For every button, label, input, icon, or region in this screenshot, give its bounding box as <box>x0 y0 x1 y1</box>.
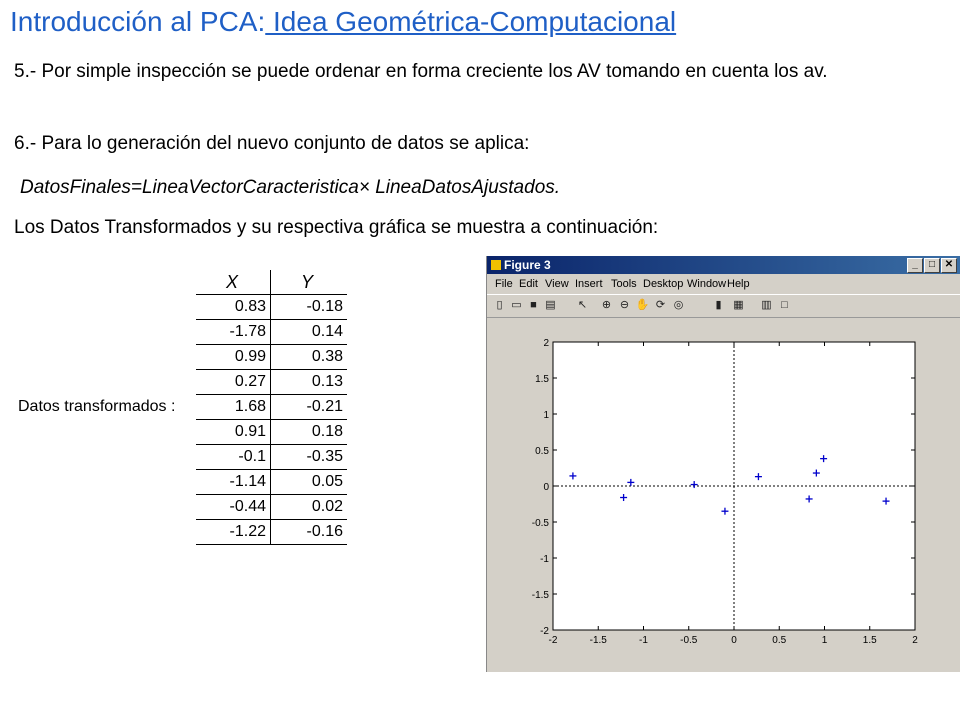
x-tick-label: -1.5 <box>589 635 607 646</box>
table-row <box>196 520 347 545</box>
open-icon[interactable]: ▭ <box>511 299 522 311</box>
cell-y: 0.05 <box>271 470 348 495</box>
table-row <box>196 420 347 445</box>
cell-y: 0.38 <box>271 345 348 370</box>
menu-view[interactable]: View <box>545 278 569 290</box>
print-icon[interactable]: ▤ <box>545 299 556 311</box>
table-side-label: Datos transformados : <box>18 398 176 415</box>
y-tick-label: 0 <box>543 482 549 493</box>
cell-y: -0.35 <box>271 445 348 470</box>
table-header-row <box>196 270 347 295</box>
save-icon[interactable]: ■ <box>530 299 537 311</box>
x-tick-label: 0 <box>731 635 737 646</box>
cell-y: 0.18 <box>271 420 348 445</box>
cell-y: 0.14 <box>271 320 348 345</box>
maximize-button[interactable]: □ <box>924 258 940 273</box>
menu-edit[interactable]: Edit <box>519 278 538 290</box>
cell-x: -1.14 <box>196 470 271 495</box>
x-tick-label: -1 <box>639 635 648 646</box>
menu-window[interactable]: Window <box>687 278 727 290</box>
x-tick-label: 1 <box>821 635 828 646</box>
scatter-chart <box>487 318 960 672</box>
cell-y: 0.02 <box>271 495 348 520</box>
x-tick-label: 0.5 <box>772 635 787 646</box>
menu-tools[interactable]: Tools <box>611 278 637 290</box>
table-row <box>196 470 347 495</box>
menu-file[interactable]: File <box>495 278 513 290</box>
pan-icon[interactable]: ✋ <box>635 299 650 311</box>
colorbar-icon[interactable]: ▮ <box>715 299 722 311</box>
paragraph-result: Los Datos Transformados y su respectiva gráfica se muestra a continuación: <box>14 217 659 238</box>
cell-y: -0.21 <box>271 395 348 420</box>
y-tick-label: 1.5 <box>535 374 549 385</box>
cell-x: 0.27 <box>196 370 271 395</box>
cell-y: -0.18 <box>271 295 348 320</box>
y-tick-label: -1.5 <box>531 590 549 601</box>
x-tick-label: 2 <box>912 635 918 646</box>
y-tick-label: -2 <box>540 626 549 637</box>
figure-window-title: Figure 3 <box>504 258 551 272</box>
formula: DatosFinales=LineaVectorCaracteristica× LineaDatosAjustados. <box>20 177 561 198</box>
cell-x: -1.22 <box>196 520 271 545</box>
pointer-icon[interactable]: ↖ <box>577 299 588 311</box>
x-tick-label: 1.5 <box>862 635 877 646</box>
new-icon[interactable]: ▯ <box>496 299 503 311</box>
title-prefix: Introducción al PCA: <box>10 6 266 37</box>
cell-x: 0.99 <box>196 345 271 370</box>
column-header-y: Y <box>271 270 348 295</box>
y-tick-label: -1 <box>540 554 549 565</box>
zoom-in-icon[interactable]: ⊕ <box>601 299 612 311</box>
table-row <box>196 495 347 520</box>
figure-toolbar <box>487 294 960 318</box>
paragraph-step6: 6.- Para lo generación del nuevo conjunto de datos se aplica: <box>14 133 530 154</box>
paragraph-step5: 5.- Por simple inspección se puede ordenar en forma creciente los AV tomando en cuenta los av. <box>14 61 828 82</box>
close-button[interactable]: ✕ <box>941 258 957 273</box>
y-tick-label: 2 <box>543 338 549 349</box>
y-tick-label: 0.5 <box>535 446 549 457</box>
x-tick-label: -0.5 <box>680 635 698 646</box>
column-header-x: X <box>196 270 271 295</box>
zoom-out-icon[interactable]: ⊖ <box>619 299 630 311</box>
minimize-button[interactable]: _ <box>907 258 923 273</box>
legend-icon[interactable]: ▦ <box>733 299 744 311</box>
matlab-figure-window <box>486 256 960 672</box>
table-row <box>196 320 347 345</box>
table-row <box>196 370 347 395</box>
figure-menubar <box>487 275 960 293</box>
hide-tools-icon[interactable]: ▥ <box>761 299 772 311</box>
table-row <box>196 395 347 420</box>
table-row <box>196 445 347 470</box>
cell-x: -1.78 <box>196 320 271 345</box>
cell-x: -0.1 <box>196 445 271 470</box>
rotate-icon[interactable]: ⟳ <box>655 299 666 311</box>
cell-x: 1.68 <box>196 395 271 420</box>
y-tick-label: 1 <box>543 410 549 421</box>
datacursor-icon[interactable]: ◎ <box>673 299 684 311</box>
cell-y: 0.13 <box>271 370 348 395</box>
menu-insert[interactable]: Insert <box>575 278 603 290</box>
x-tick-label: -2 <box>548 635 558 646</box>
cell-x: 0.91 <box>196 420 271 445</box>
figure-titlebar[interactable] <box>487 256 960 274</box>
menu-help[interactable]: Help <box>727 278 750 290</box>
transformed-data-table <box>196 270 347 545</box>
cell-x: 0.83 <box>196 295 271 320</box>
plot-area <box>487 318 960 672</box>
menu-desktop[interactable]: Desktop <box>643 278 684 290</box>
cell-x: -0.44 <box>196 495 271 520</box>
slide-title <box>10 6 676 38</box>
y-tick-label: -0.5 <box>531 518 549 529</box>
show-tools-icon[interactable]: □ <box>781 299 788 311</box>
cell-y: -0.16 <box>271 520 348 545</box>
table-row <box>196 345 347 370</box>
matlab-logo-icon <box>491 260 501 270</box>
title-underlined: Idea Geométrica-Computacional <box>265 6 677 37</box>
table-row <box>196 295 347 320</box>
